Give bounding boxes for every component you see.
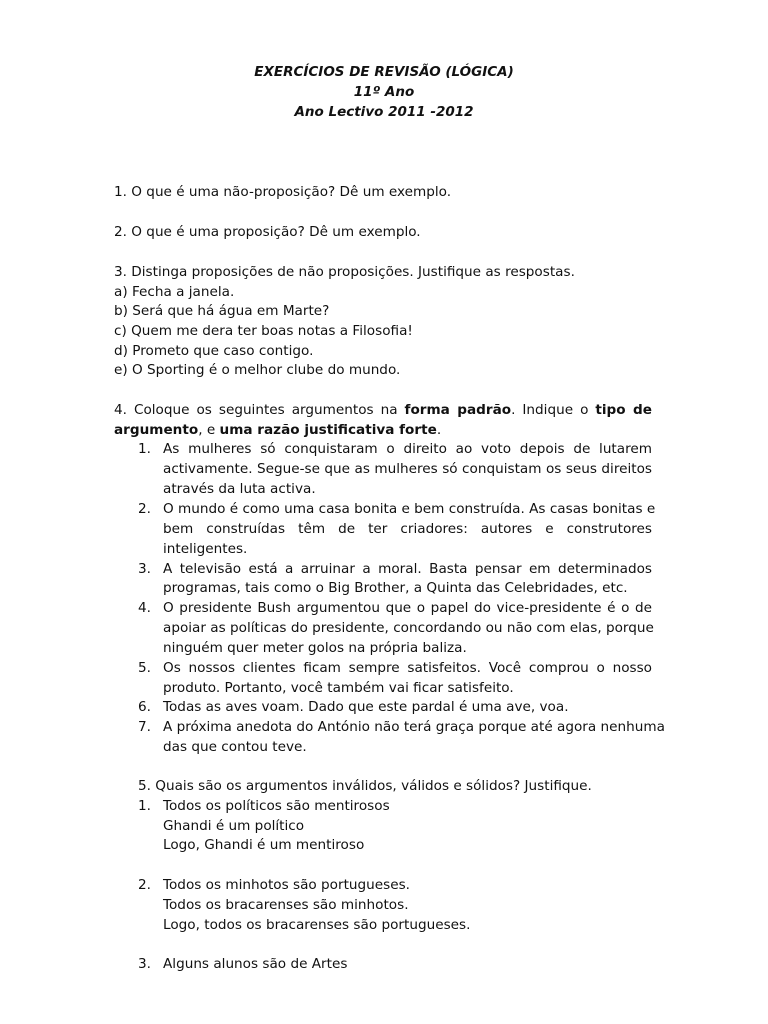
q4-item-4-line-2: apoiar as políticas do presidente, concordando ou não com elas, porque — [163, 620, 654, 636]
q5-item-3-number: 3. — [138, 956, 151, 972]
q4-item-6-number: 6. — [138, 699, 151, 715]
question-3-item-e: e) O Sporting é o melhor clube do mundo. — [114, 362, 401, 378]
document-grade: 11º Ano — [353, 84, 415, 100]
q4-item-7-number: 7. — [138, 719, 151, 735]
razao-justificativa-emphasis: uma razão justificativa forte — [219, 422, 437, 438]
question-2: 2. O que é uma proposição? Dê um exemplo. — [114, 224, 421, 240]
question-3-item-c: c) Quem me dera ter boas notas a Filosofia! — [114, 323, 413, 339]
q4-item-1-number: 1. — [138, 441, 151, 457]
q4-item-7-line-1: A próxima anedota do António não terá graça porque até agora nenhuma — [163, 719, 665, 735]
question-4-prompt-line-1: 4. Coloque os seguintes argumentos na forma padrão. Indique o tipo de — [114, 402, 652, 418]
q5-item-3-line-1: Alguns alunos são de Artes — [163, 956, 348, 972]
q4-item-4-number: 4. — [138, 600, 151, 616]
q4-item-3-number: 3. — [138, 561, 151, 577]
q5-item-2-line-3: Logo, todos os bracarenses são portugueses. — [163, 917, 471, 933]
q4-item-5-line-1: Os nossos clientes ficam sempre satisfeitos. Você comprou o nosso — [163, 660, 652, 676]
q4-item-4-line-3: ninguém quer meter golos na própria baliza. — [163, 640, 467, 656]
q5-item-2-number: 2. — [138, 877, 151, 893]
document-title: EXERCÍCIOS DE REVISÃO (LÓGICA) — [254, 64, 514, 80]
q4-item-2-line-3: inteligentes. — [163, 541, 248, 557]
q4-item-1-line-3: através da luta activa. — [163, 481, 316, 497]
q5-item-2-line-1: Todos os minhotos são portugueses. — [163, 877, 410, 893]
q4-item-2-number: 2. — [138, 501, 151, 517]
question-4-prompt-line-2: argumento, e uma razão justificativa forte. — [114, 422, 442, 438]
q5-item-1-number: 1. — [138, 798, 151, 814]
question-3: 3. Distinga proposições de não proposições. Justifique as respostas. — [114, 264, 575, 280]
document-year: Ano Lectivo 2011 -2012 — [294, 104, 474, 120]
q4-item-1-line-1: As mulheres só conquistaram o direito ao voto depois de lutarem — [163, 441, 652, 457]
question-3-item-a: a) Fecha a janela. — [114, 284, 235, 300]
tipo-de-emphasis: tipo de — [595, 402, 652, 418]
forma-padrao-emphasis: forma padrão — [404, 402, 512, 418]
q4-item-6-line-1: Todas as aves voam. Dado que este pardal é uma ave, voa. — [163, 699, 569, 715]
q4-item-5-line-2: produto. Portanto, você também vai ficar satisfeito. — [163, 680, 514, 696]
q4-item-4-line-1: O presidente Bush argumentou que o papel do vice-presidente é o de — [163, 600, 652, 616]
q4-item-2-line-1: O mundo é como uma casa bonita e bem construída. As casas bonitas e — [163, 501, 656, 517]
q5-item-1-line-3: Logo, Ghandi é um mentiroso — [163, 837, 365, 853]
argumento-emphasis: argumento — [114, 422, 199, 438]
q4-item-7-line-2: das que contou teve. — [163, 739, 307, 755]
q5-item-1-line-1: Todos os políticos são mentirosos — [163, 798, 390, 814]
q4-item-2-line-2: bem construídas têm de ter criadores: autores e construtores — [163, 521, 652, 537]
question-1: 1. O que é uma não-proposição? Dê um exemplo. — [114, 184, 452, 200]
q4-item-3-line-2: programas, tais como o Big Brother, a Quinta das Celebridades, etc. — [163, 580, 628, 596]
question-3-item-d: d) Prometo que caso contigo. — [114, 343, 314, 359]
q5-item-1-line-2: Ghandi é um político — [163, 818, 305, 834]
q5-item-2-line-2: Todos os bracarenses são minhotos. — [163, 897, 409, 913]
question-5: 5. Quais são os argumentos inválidos, válidos e sólidos? Justifique. — [138, 778, 592, 794]
q4-item-3-line-1: A televisão está a arruinar a moral. Basta pensar em determinados — [163, 561, 652, 577]
q4-item-1-line-2: activamente. Segue-se que as mulheres só conquistam os seus direitos — [163, 461, 652, 477]
q4-item-5-number: 5. — [138, 660, 151, 676]
question-3-item-b: b) Será que há água em Marte? — [114, 303, 330, 319]
